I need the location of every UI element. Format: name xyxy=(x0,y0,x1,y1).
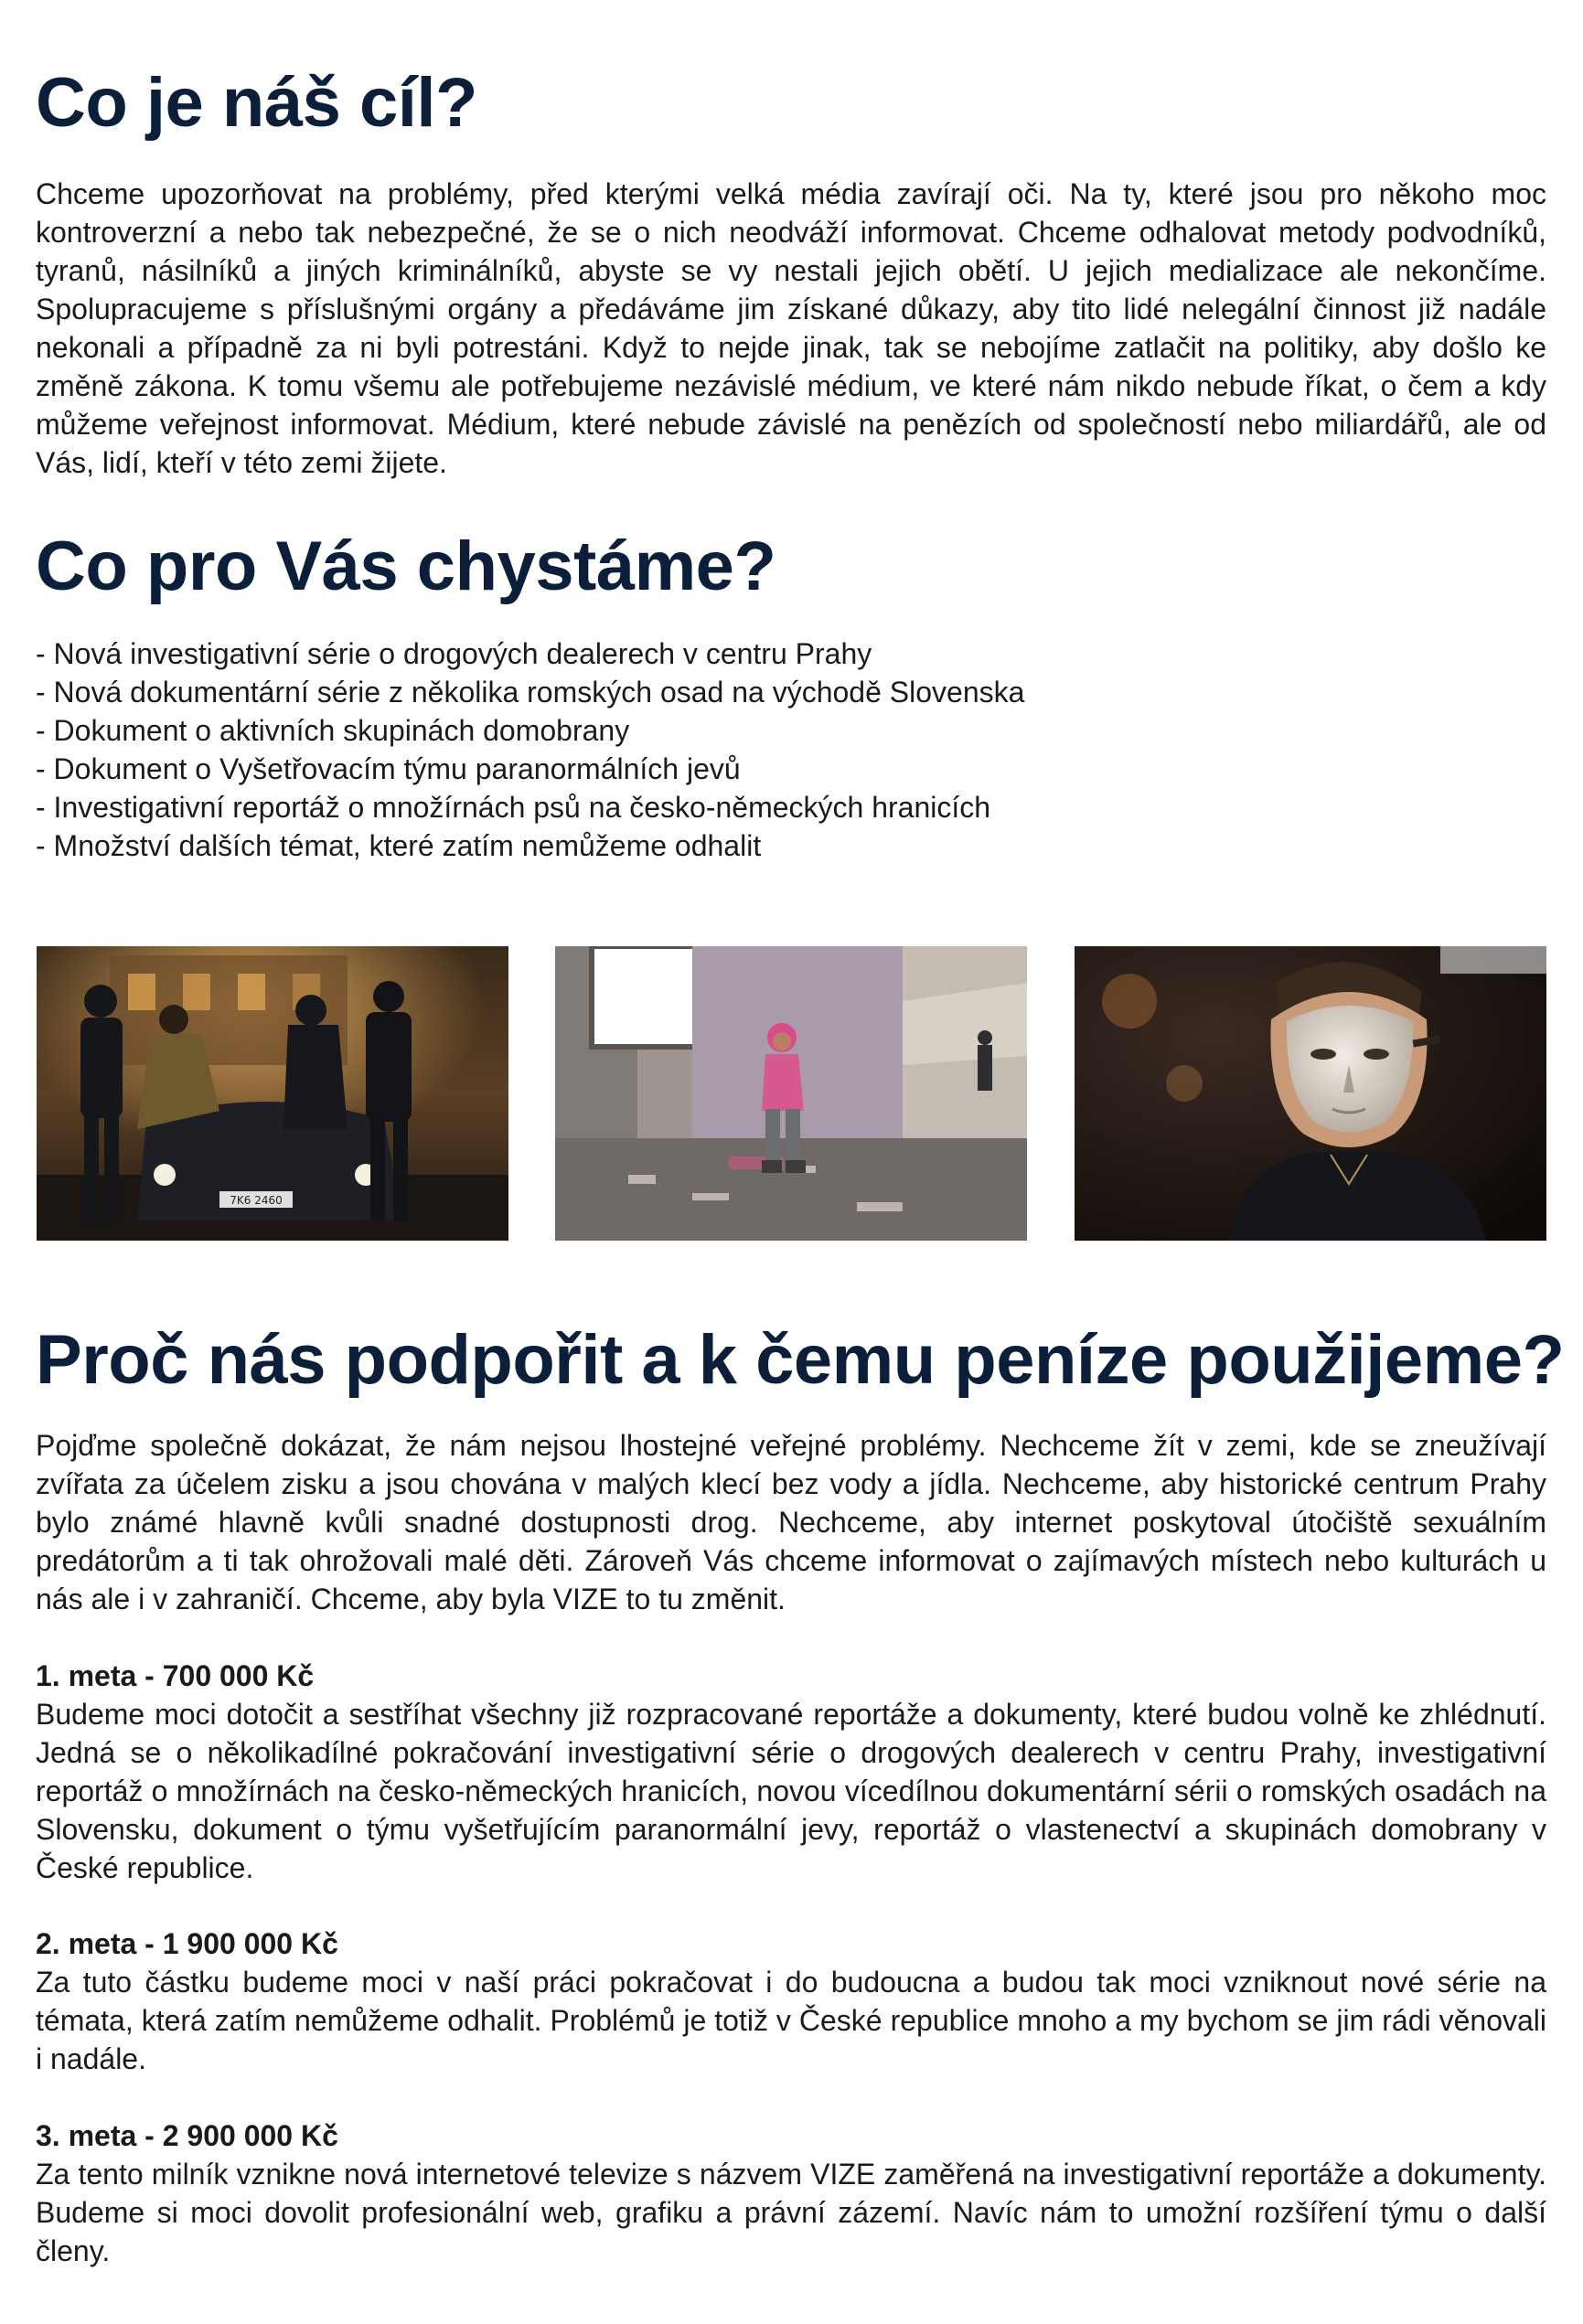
list-item: - Nová dokumentární série z několika romských osad na východě Slovenska xyxy=(36,673,1546,711)
goal-title: 1. meta - 700 000 Kč xyxy=(36,1659,315,1692)
plans-list xyxy=(36,634,1546,865)
funding-goal-1 xyxy=(36,1657,1546,1887)
goal-text: Budeme moci dotočit a sestříhat všechny již rozpracované reportáže a dokumenty, které budou volně ke zhlédnutí. Jedná se o několikadílné pokračování investigativní série o drogových dealerech v centru Prahy, investigativní reportáž o množírnách na česko-německých hranicích, novou vícedílnou dokumentární sérii o romských osadách na Slovensku, dokument o týmu vyšetřujícím paranormální jevy, reportáž o vlastenectví a skupinách domobrany v České republice. xyxy=(36,1698,1546,1884)
list-item: - Dokument o Vyšetřovacím týmu paranormálních jevů xyxy=(36,750,1546,788)
why-paragraph: Pojďme společně dokázat, že nám nejsou lhostejné veřejné problémy. Nechceme žít v zemi, kde se zneužívají zvířata za účelem zisku a jsou chována v malých klecí bez vody a jídla. Nechceme, aby historické centrum Prahy bylo známé hlavně kvůli snadné dostupnosti drog. Nechceme, aby internet poskytoval útočiště sexuálním predátorům a ti tak ohrožovali malé děti. Zároveň Vás chceme informovat o zajímavých místech nebo kulturách u nás ale i v zahraničí. Chceme, aby byla VIZE to tu změnit. xyxy=(36,1429,1546,1615)
goal-paragraph: Chceme upozorňovat na problémy, před kterými velká média zavírají oči. Na ty, které jsou pro někoho moc kontroverzní a nebo tak nebezpečné, že se o nich neodváží informovat. Chceme odhalovat metody podvodníků, tyranů, násilníků a jiných kriminálníků, abyste se vy nestali jejich obětí. U jejich medializace ale nekončíme. Spolupracujeme s příslušnými orgány a předáváme jim získané důkazy, aby tito lidé nelegální činnost již nadále nekonali a případně za ni byli potrestáni. Když to nejde jinak, tak se nebojíme zatlačit na politiky, aby došlo ke změně zákona. K tomu všemu ale potřebujeme nezávislé médium, ve které nám nikdo nebude říkat, o čem a kdy můžeme veřejnost informovat. Médium, které nebude závislé na penězích od společností nebo miliardářů, ale od Vás, lidí, kteří v této zemi žijete. xyxy=(36,177,1546,479)
goal-heading: Co je náš cíl? xyxy=(36,64,477,142)
why-heading: Proč nás podpořit a k čemu peníze použijeme? xyxy=(36,1321,1565,1399)
goal-text: Za tuto částku budeme moci v naší práci pokračovat i do budoucna a budou tak moci vzniknout nové série na témata, která zatím nemůžeme odhalit. Problémů je totiž v České republice mnoho a my bychom se jim rádi věnovali i nadále. xyxy=(36,1966,1546,2075)
goal-title: 2. meta - 1 900 000 Kč xyxy=(36,1927,338,1960)
list-item: - Množství dalších témat, které zatím nemůžeme odhalit xyxy=(36,826,1546,865)
photo-strip xyxy=(37,946,1546,1241)
goal-title: 3. meta - 2 900 000 Kč xyxy=(36,2119,338,2152)
plans-heading: Co pro Vás chystáme? xyxy=(36,528,776,605)
list-item: - Investigativní reportáž o množírnách psů na česko-německých hranicích xyxy=(36,788,1546,826)
funding-goal-3 xyxy=(36,2116,1546,2270)
goal-text: Za tento milník vznikne nová internetové televize s názvem VIZE zaměřená na investigativní reportáže a dokumenty. Budeme si moci dovolit profesionální web, grafiku a právní zázemí. Navíc nám to umožní rozšíření týmu o další členy. xyxy=(36,2158,1546,2267)
list-item: - Nová investigativní série o drogových dealerech v centru Prahy xyxy=(36,634,1546,673)
photo-masked-man xyxy=(1075,946,1546,1241)
list-item: - Dokument o aktivních skupinách domobrany xyxy=(36,711,1546,750)
funding-goal-2 xyxy=(36,1924,1546,2078)
photo-settlement-child xyxy=(555,946,1027,1241)
plate-text: 7K6 2460 xyxy=(230,1194,283,1207)
photo-police-check xyxy=(37,946,508,1241)
